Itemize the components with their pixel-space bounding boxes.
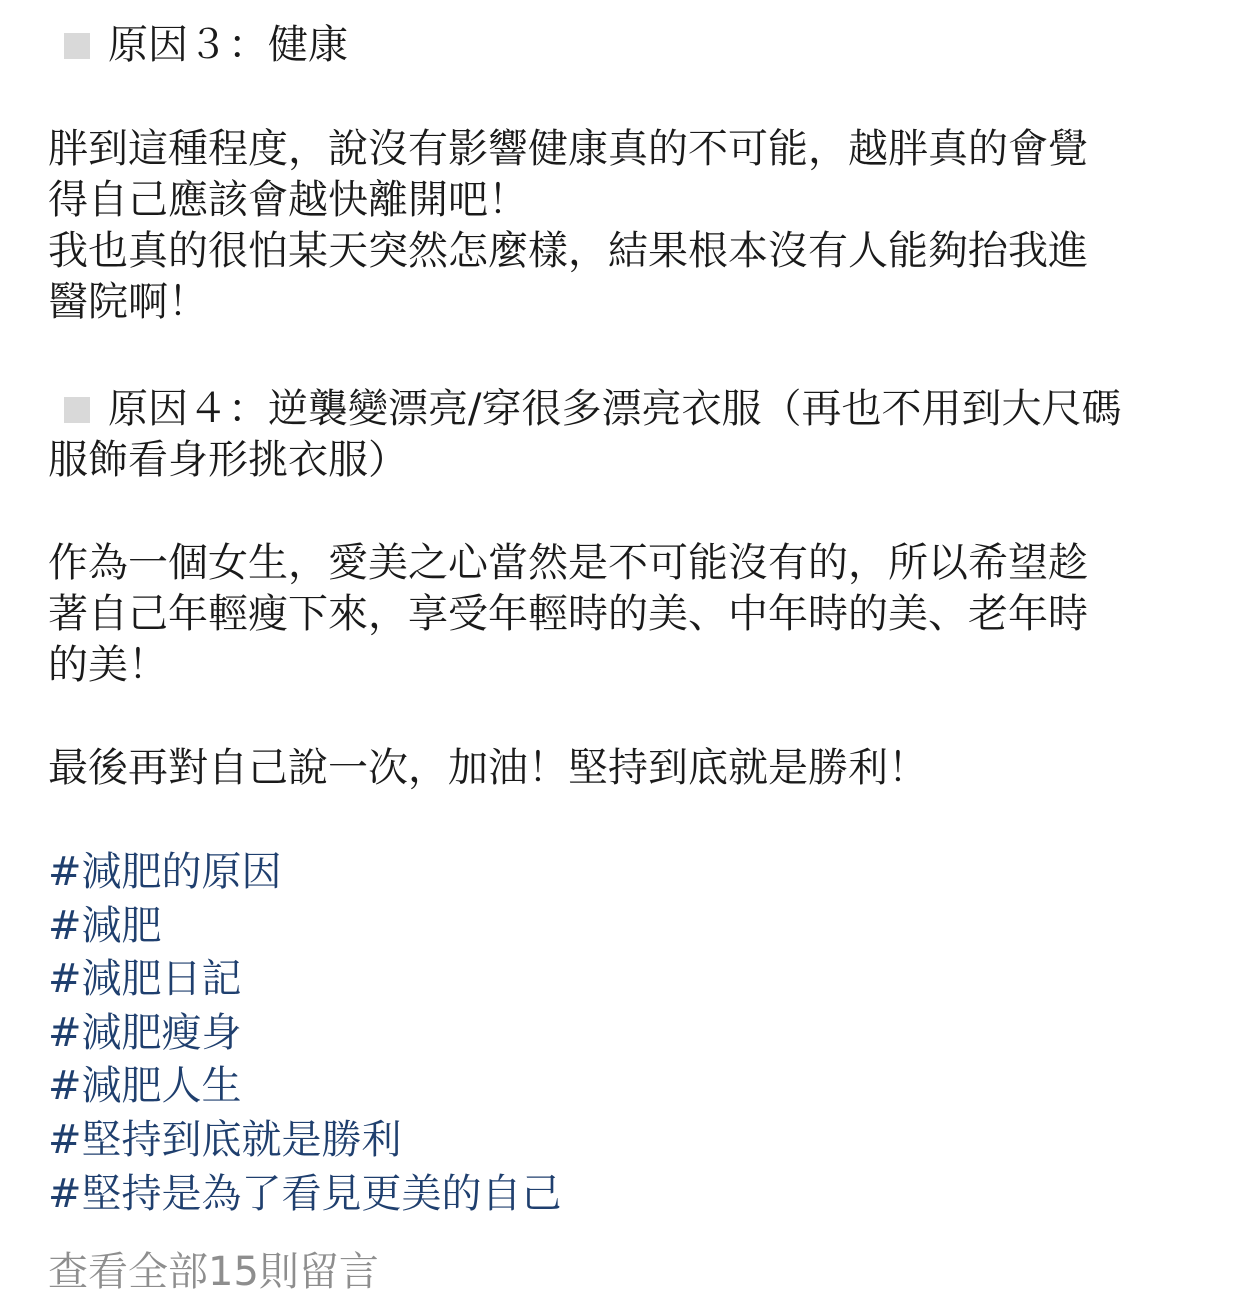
caption-line: 的美！ <box>48 642 168 688</box>
view-all-comments-link[interactable]: 查看全部15則留言 <box>48 1249 379 1295</box>
reason-3-body <box>48 124 1198 328</box>
hashtag-link[interactable]: #減肥人生 <box>48 1063 242 1110</box>
caption-line: 得自己應該會越快離開吧！ <box>48 177 528 223</box>
caption-line: 作為一個女生，愛美之心當然是不可能沒有的，所以希望趁 <box>48 540 1088 586</box>
reason-4-body <box>48 538 1198 691</box>
caption-line: 胖到這種程度，說沒有影響健康真的不可能，越胖真的會覺 <box>48 126 1088 172</box>
hashtag-link[interactable]: #減肥的原因 <box>48 849 282 895</box>
caption-line: 著自己年輕瘦下來，享受年輕時的美、中年時的美、老年時 <box>48 591 1088 637</box>
reason-4-heading-text: 原因４：逆襲變漂亮/穿很多漂亮衣服（再也不用到大尺碼 <box>108 386 1122 432</box>
hashtag-link[interactable]: #減肥日記 <box>48 956 242 1003</box>
hashtag-list <box>48 846 1198 1221</box>
post-caption <box>48 20 1198 1221</box>
caption-line: 我也真的很怕某天突然怎麼樣，結果根本沒有人能夠抬我進 <box>48 228 1088 274</box>
hashtag-link[interactable]: #減肥瘦身 <box>48 1009 242 1056</box>
hashtag-link[interactable]: #堅持到底就是勝利 <box>48 1116 402 1163</box>
reason-4-heading <box>48 384 1198 435</box>
caption-line: 醫院啊！ <box>48 279 208 325</box>
reason-3-heading-text: 原因３：健康 <box>108 22 348 68</box>
hashtag-link[interactable]: #堅持是為了看見更美的自己 <box>48 1170 562 1217</box>
hashtag-link[interactable]: #減肥 <box>48 902 162 949</box>
closing-line: 最後再對自己說一次，加油！堅持到底就是勝利！ <box>48 745 928 791</box>
reason-3-heading <box>48 20 1198 71</box>
square-bullet-icon <box>64 397 90 423</box>
square-bullet-icon <box>64 33 90 59</box>
reason-4-heading-continuation: 服飾看身形挑衣服） <box>48 437 408 483</box>
